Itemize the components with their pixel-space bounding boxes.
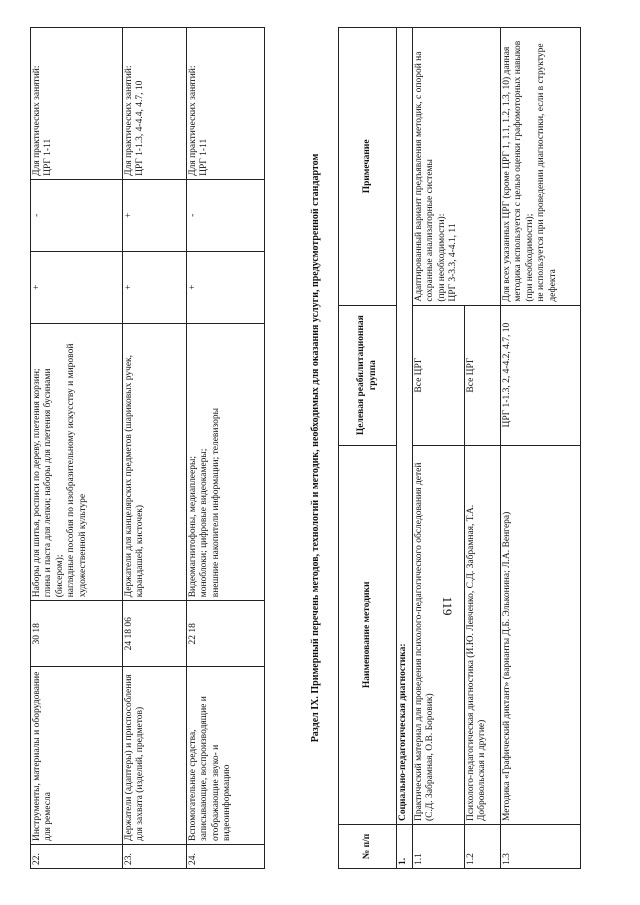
header-name: Наименование методики [339, 445, 397, 824]
equipment-description: Наборы для шитья, росписи по дереву, плетения корзин; глина и паста для лепки; наборы для плетения бусинами (бисером); наглядные пособия по изобразительному искусству и мировой художественной культуре [31, 323, 123, 601]
table-group-row [397, 28, 413, 869]
mark-1: + [31, 251, 123, 323]
row-number: 24. [187, 845, 265, 869]
table-row [31, 28, 123, 869]
group-title: Социально-педагогическая диагностика: [397, 28, 413, 825]
row-number: 1.2 [465, 825, 501, 869]
equipment-table [30, 27, 265, 869]
method-note: Для всех указанных ЦРГ (кроме ЦРГ 1, 1.1, 1.2, 1.3, 10) данная методика используется с целью оценки графомоторных навыков (при необходимости); не используется при проведении диагностики, если в структуре дефекта [501, 28, 581, 306]
header-num: № п/п [339, 825, 397, 869]
mark-2: - [187, 179, 265, 251]
mark-1: + [187, 251, 265, 323]
method-name: Психолого-педагогическая диагностика (И.Ю. Левченко, С.Д. Забрамная, Т.А. Добровольская и другие) [465, 445, 501, 824]
target-group: ЦРГ 1-1.3, 2, 4-4.2, 4.7, 10 [501, 305, 581, 445]
equipment-name: Держатели (адаптеры) и приспособления для захвата (изделий, предметов) [123, 667, 187, 845]
equipment-name: Инструменты, материалы и оборудование для ремесла [31, 667, 123, 845]
target-group: Все ЦРГ [465, 305, 501, 445]
row-number: 1.1 [413, 825, 465, 869]
equipment-code: 22 18 [187, 601, 265, 667]
equipment-description: Держатели для канцелярских предметов (шариковых ручек, карандашей, кисточек) [123, 323, 187, 601]
target-group: Все ЦРГ [413, 305, 465, 445]
equipment-code: 24 18 06 [123, 601, 187, 667]
equipment-name: Вспомогательные средства, записывающие, воспроизводящие и отображающие звуко- и видеоинформацию [187, 667, 265, 845]
mark-2: - [31, 179, 123, 251]
table-row [501, 28, 581, 869]
equipment-description: Видеомагнитофоны, медиаплееры; моноблоки; цифровые видеокамеры; внешние накопители информации; телевизоры [187, 323, 265, 601]
method-note: Адаптированный вариант предъявления методик, с опорой на сохранные анализаторные системы (при необходимости): ЦРГ 3-3.3, 4-4.1, 11 [413, 28, 501, 306]
row-number: 1.3 [501, 825, 581, 869]
group-number: 1. [397, 825, 413, 869]
mark-2: + [123, 179, 187, 251]
method-name: Методика «Графический диктант» (варианты Д.Б. Эльконина; Л.А. Венгера) [501, 445, 581, 824]
header-group: Целевая реабилитационная группа [339, 305, 397, 445]
table-row [187, 28, 265, 869]
row-number: 23. [123, 845, 187, 869]
equipment-note: Для практических занятий: ЦРГ 1-11 [187, 28, 265, 180]
page-number: 119 [440, 596, 455, 616]
equipment-note: Для практических занятий: ЦРГ 1-11 [31, 28, 123, 180]
equipment-note: Для практических занятий: ЦРГ 1-1.3, 4-4.4, 4.7, 10 [123, 28, 187, 180]
section-title: Раздел IX. Примерный перечень методов, технологий и методик, необходимых для оказания услуги, предусмотренной стандартом [310, 153, 321, 743]
table-row [413, 28, 465, 869]
mark-1: + [123, 251, 187, 323]
row-number: 22. [31, 845, 123, 869]
methods-table [338, 27, 581, 869]
method-name: Практический материал для проведения психолого-педагогического обследования детей (С.Д. Забрамная, О.В. Боровик) [413, 445, 465, 824]
table-header-row [339, 28, 397, 869]
table-row [123, 28, 187, 869]
header-note: Примечание [339, 28, 397, 306]
equipment-code: 30 18 [31, 601, 123, 667]
